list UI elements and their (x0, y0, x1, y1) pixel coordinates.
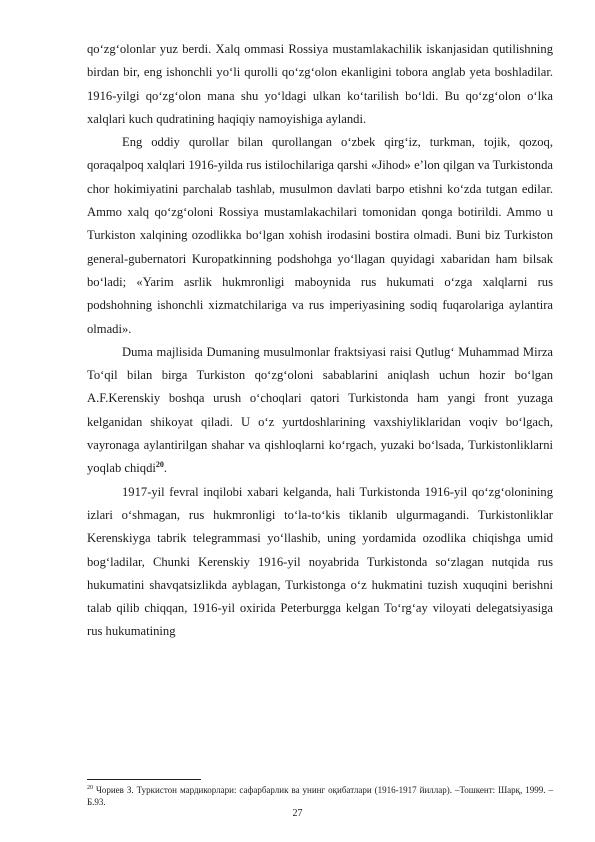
paragraph-3-tail: . (163, 461, 168, 476)
paragraph-2 (87, 131, 553, 341)
footnote-number: 20 (87, 785, 93, 791)
footnote-divider (87, 779, 201, 780)
paragraph-4 (87, 481, 553, 644)
footnote-text: Чориев З. Туркистон мардикорлари: сафарбарлик ва унинг оқибатлари (1916-1917 йиллар). –Тошкент: Шарқ, 1999. – Б.93. (87, 785, 553, 807)
body-text (87, 38, 553, 644)
page-number: 27 (292, 808, 303, 819)
footnote-reference[interactable]: 20 (155, 460, 164, 470)
paragraph-2-text: Eng oddiy qurollar bilan qurollangan o‘zbek qirg‘iz, turkman, tojik, qozoq, qoraqalpoq xalqlari 1916-yilda rus istilochilariga qarshi «Jihod» e’lon qilgan va Turkistonda chor hokimiyatini parchalab tashlab, musulmon davlati barpo etishni ko‘zda tutgan edilar. Ammo xalq qo‘zg‘oloni Rossiya mustamlakachilari tomonidan qonga botirildi. Ammo u Turkiston xalqining ozodlikka bo‘lgan xohish irodasini bostira olmadi. Buni biz Turkiston general-gubernatori Kuropatkinning podshohga yo‘llagan quyidagi xabaridan ham bilsak bo‘ladi; «Yarim asrlik hukmronligi maboynida rus hukumati o‘zga xalqlarni rus podshohning ishonchli xizmatchilariga va rus imperiyasining sodiq fuqarolariga aylantira olmadi». (87, 135, 553, 336)
footnote (87, 785, 553, 808)
paragraph-3-text: Duma majlisida Dumaning musulmonlar fraktsiyasi raisi Qutlug‘ Muhammad Mirza To‘qil bilan birga Turkiston qo‘zg‘oloni sabablarini aniqlash uchun hozir bo‘lgan A.F.Kerenskiy boshqa urush o‘choqlari qatori Turkistonda ham yangi front yuzaga kelganidan shikoyat qiladi. U o‘z yurtdoshlarining vaxshiyliklaridan voqiv bo‘lgach, vayronaga aylantirilgan shahar va qishloqlarni ko‘rgach, yuzaki bo‘lsada, Turkistonliklarni yoqlab chiqdi (87, 344, 553, 476)
paragraph-1-text: qo‘zg‘olonlar yuz berdi. Xalq ommasi Rossiya mustamlakachilik iskanjasidan qutilishning birdan bir, eng ishonchli yo‘li qurolli qo‘zg‘olon ekanligini tobora anglab yeta boshladilar. 1916-yilgi qo‘zg‘olon mana shu yo‘ldagi ulkan ko‘tarilish bo‘ldi. Bu qo‘zg‘olon o‘lka xalqlari kuch qudratining haqiqiy namoyishiga aylandi. (87, 42, 553, 126)
paragraph-1 (87, 38, 553, 131)
paragraph-3 (87, 341, 553, 481)
paragraph-4-text: 1917-yil fevral inqilobi xabari kelganda, hali Turkistonda 1916-yil qo‘zg‘olonining izlari o‘shmagan, rus hukmronligi to‘la-to‘kis tiklanib ulgurmagandi. Turkistonliklar Kerenskiyga tabrik telegrammasi yo‘llashib, uning yordamida ozodlika chiqishga umid bog‘ladilar, Chunki Kerenskiy 1916-yil noyabrida Turkistonda so‘zlagan nutqida rus hukumatini shavqatsizlikda ayblagan, Turkistonga o‘z hukmatini tuzish xuquqini berishni talab qilib chiqqan, 1916-yil oxirida Peterburgga kelgan To‘rg‘ay viloyati delegatsiyasiga rus hukumatining (87, 484, 553, 639)
